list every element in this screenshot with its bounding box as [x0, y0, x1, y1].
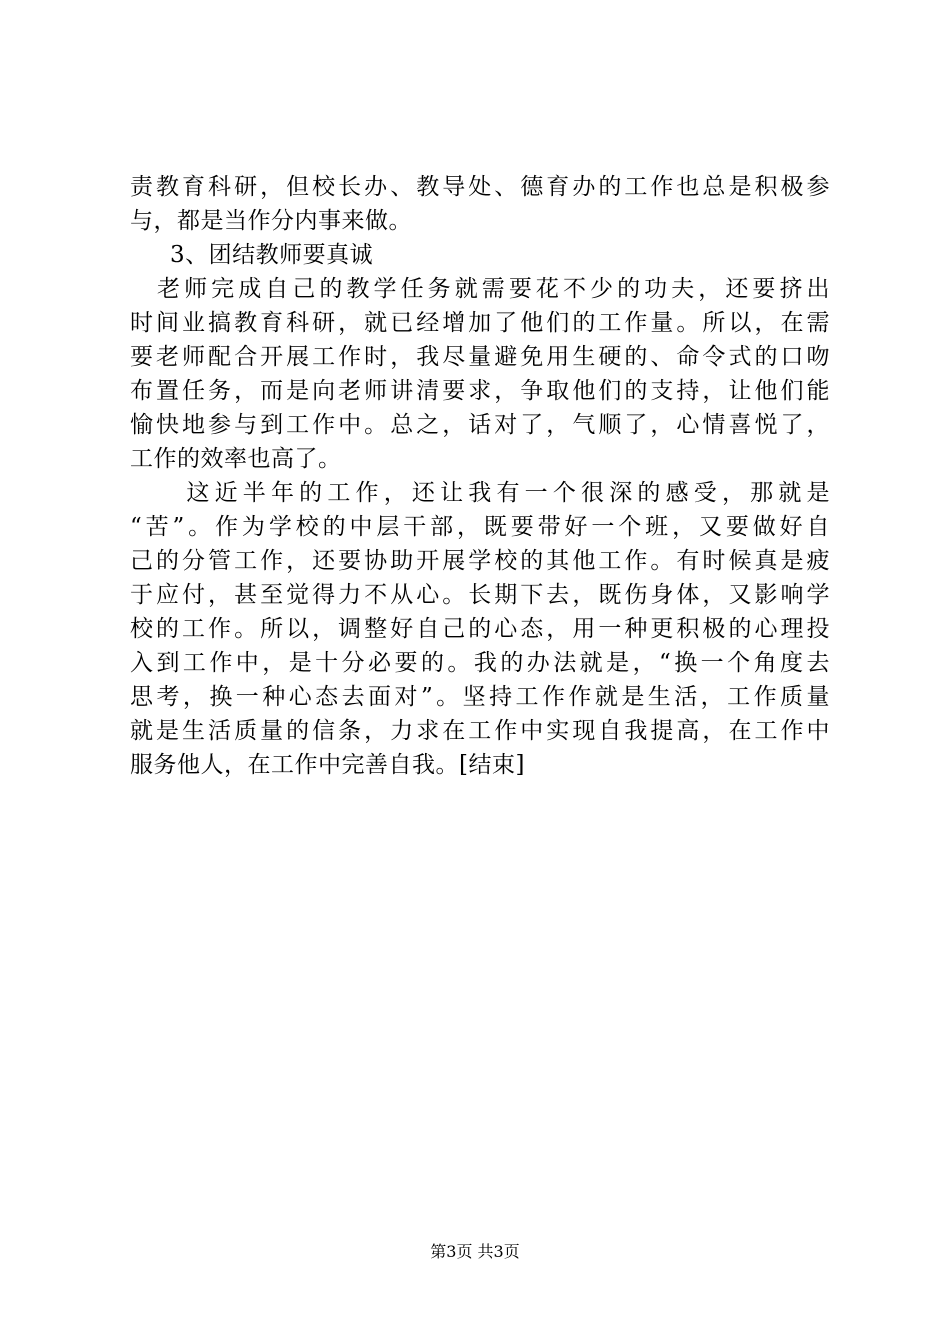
text-line: 要老师配合开展工作时，我尽量避免用生硬的、命令式的口吻: [130, 344, 830, 370]
text-line: 思考，换一种心态去面对”。坚持工作作就是生活，工作质量: [130, 684, 830, 710]
text-line: 布置任务，而是向老师讲清要求，争取他们的支持，让他们能: [130, 378, 830, 404]
text-line: 时间业搞教育科研，就已经增加了他们的工作量。所以，在需: [130, 310, 830, 336]
text-line: 这近半年的工作，还让我有一个很深的感受，那就是: [130, 480, 830, 506]
text-line: 于应付，甚至觉得力不从心。长期下去，既伤身体，又影响学: [130, 582, 830, 608]
text-line: 工作的效率也高了。: [130, 446, 342, 472]
section-heading: 3、团结教师要真诚: [170, 242, 374, 268]
text-line: 与，都是当作分内事来做。: [130, 208, 412, 234]
text-line: 服务他人，在工作中完善自我。[结束]: [130, 752, 525, 778]
document-body: [130, 170, 830, 782]
text-line: 校的工作。所以，调整好自己的心态，用一种更积极的心理投: [130, 616, 830, 642]
text-line: “苦”。作为学校的中层干部，既要带好一个班，又要做好自: [130, 514, 830, 540]
page-number-footer: 第3页 共3页: [430, 1242, 520, 1261]
text-line: 就是生活质量的信条，力求在工作中实现自我提高，在工作中: [130, 718, 830, 744]
text-line: 己的分管工作，还要协助开展学校的其他工作。有时候真是疲: [130, 548, 830, 574]
text-line: 责教育科研，但校长办、教导处、德育办的工作也总是积极参: [130, 174, 830, 200]
text-line: 愉快地参与到工作中。总之，话对了，气顺了，心情喜悦了，: [130, 412, 830, 438]
text-line: 入到工作中，是十分必要的。我的办法就是，“换一个角度去: [130, 650, 830, 676]
text-line: 老师完成自己的教学任务就需要花不少的功夫，还要挤出: [130, 276, 830, 302]
